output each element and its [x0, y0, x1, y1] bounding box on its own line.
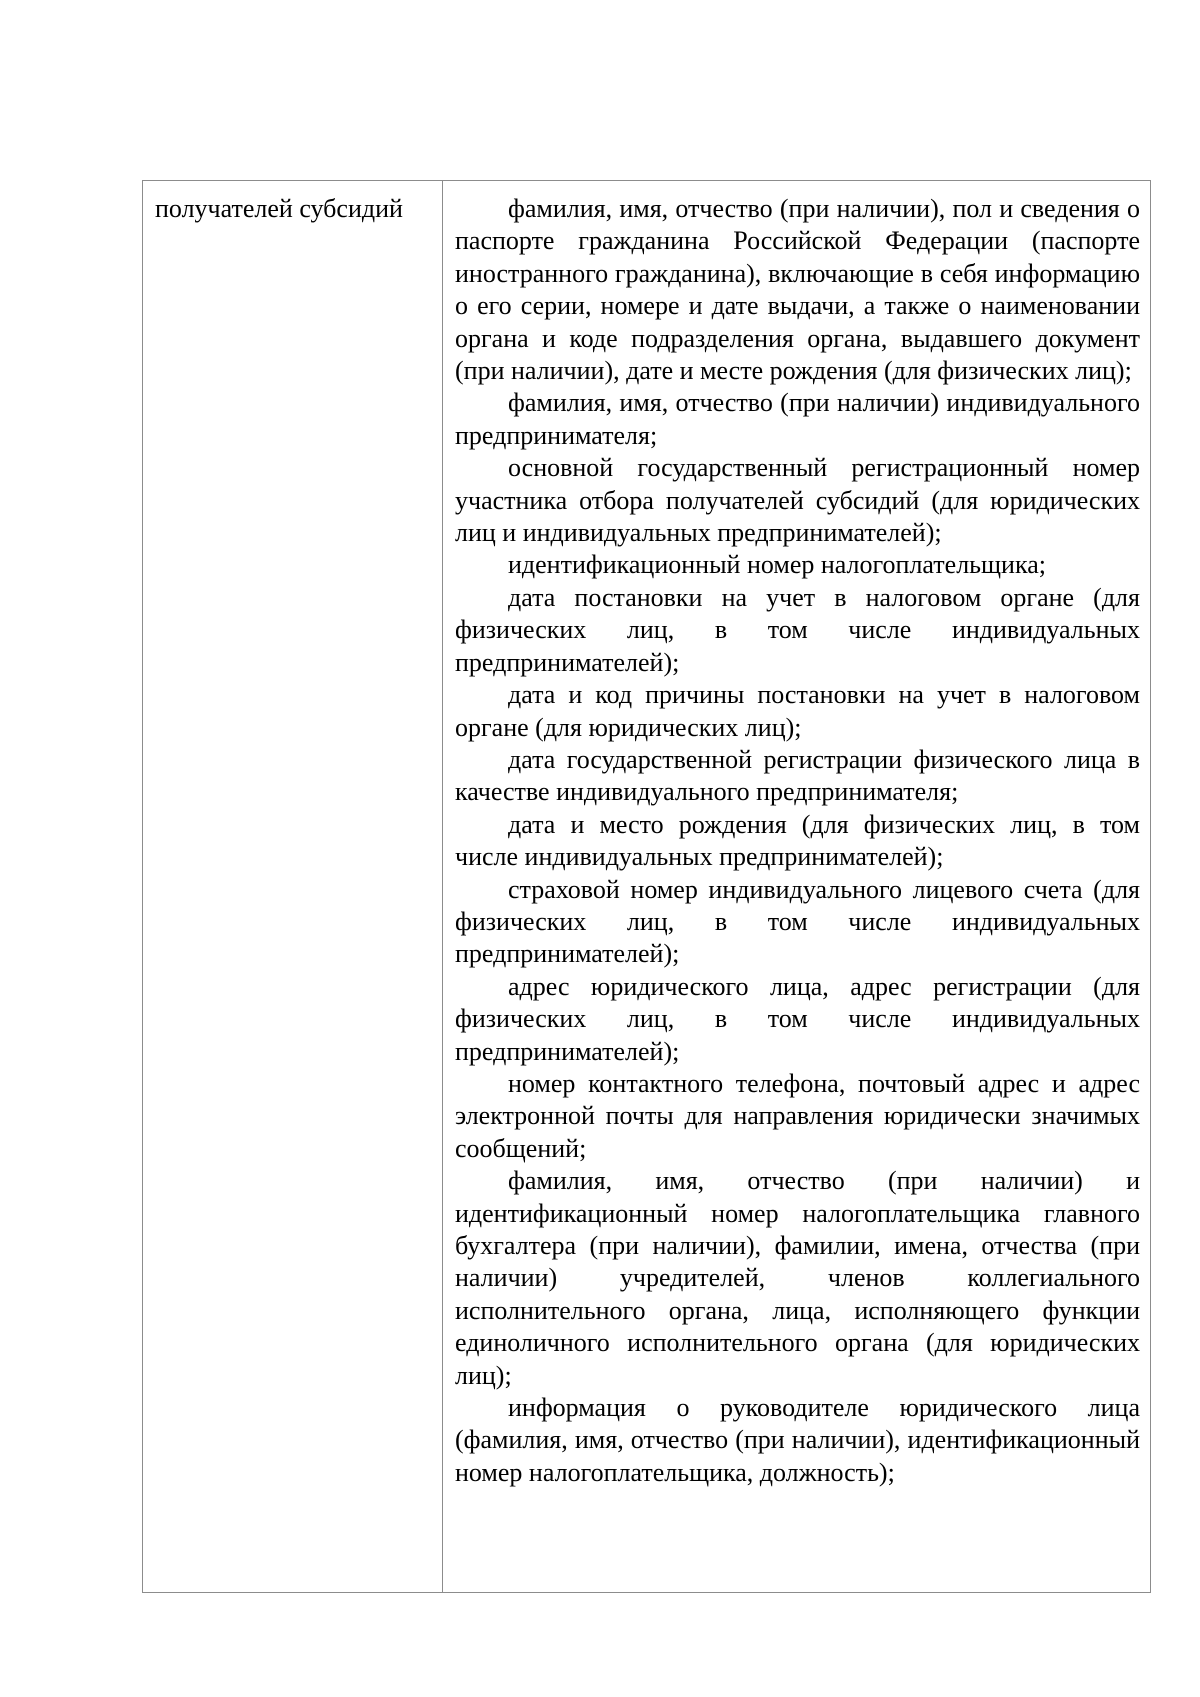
- paragraph-kpp: дата и код причины постановки на учет в налоговом органе (для юридических лиц);: [455, 680, 1140, 742]
- paragraph-tax-registration-date: дата постановки на учет в налоговом органе (для физических лиц, в том числе индивидуальных предпринимателей);: [455, 582, 1140, 677]
- paragraph-inn: идентификационный номер налогоплательщика;: [508, 550, 1046, 580]
- paragraph-ogrn: основной государственный регистрационный номер участника отбора получателей субсидий (для юридических лиц и индивидуальных предпринимателей);: [455, 453, 1140, 548]
- paragraph-state-registration: дата государственной регистрации физического лица в качестве индивидуального предпринимателя;: [455, 744, 1140, 807]
- paragraph-contacts: номер контактного телефона, почтовый адрес и адрес электронной почты для направления юридически значимых сообщений;: [455, 1068, 1140, 1163]
- paragraph-personal-data: фамилия, имя, отчество (при наличии), пол и сведения о паспорте гражданина Российской Федерации (паспорте иностранного гражданина), включающие в себя информацию о его серии, номере и дате выдачи, а также о наименовании органа и коде подразделения органа, выдавшего документ (при наличии), дате и месте рождения (для физических лиц);: [455, 194, 1140, 386]
- paragraph-accountant-founders: фамилия, имя, отчество (при наличии) и идентификационный номер налогоплательщика главного бухгалтера (при наличии), фамилии, имена, отчества (при наличии) учредителей, членов коллегиального исполнительного органа, лица, исполняющего функции единоличного исполнительного органа (для юридических лиц);: [455, 1166, 1140, 1390]
- paragraph-snils: страховой номер индивидуального лицевого счета (для физических лиц, в том числе индивидуальных предпринимателей);: [455, 874, 1140, 969]
- paragraph-address: адрес юридического лица, адрес регистрации (для физических лиц, в том числе индивидуальных предпринимателей);: [455, 971, 1140, 1066]
- table-cell-right: [443, 181, 1150, 1592]
- paragraph-director-info: информация о руководителе юридического лица (фамилия, имя, отчество (при наличии), идентификационный номер налогоплательщика, должность);: [455, 1393, 1140, 1487]
- paragraph-birth-data: дата и место рождения (для физических лиц, в том числе индивидуальных предпринимателей);: [455, 809, 1140, 872]
- table-cell-left: [143, 181, 443, 1592]
- document-table: [142, 180, 1151, 1593]
- left-cell-text: получателей субсидий: [155, 194, 403, 223]
- paragraph-entrepreneur-name: фамилия, имя, отчество (при наличии) индивидуального предпринимателя;: [455, 388, 1140, 450]
